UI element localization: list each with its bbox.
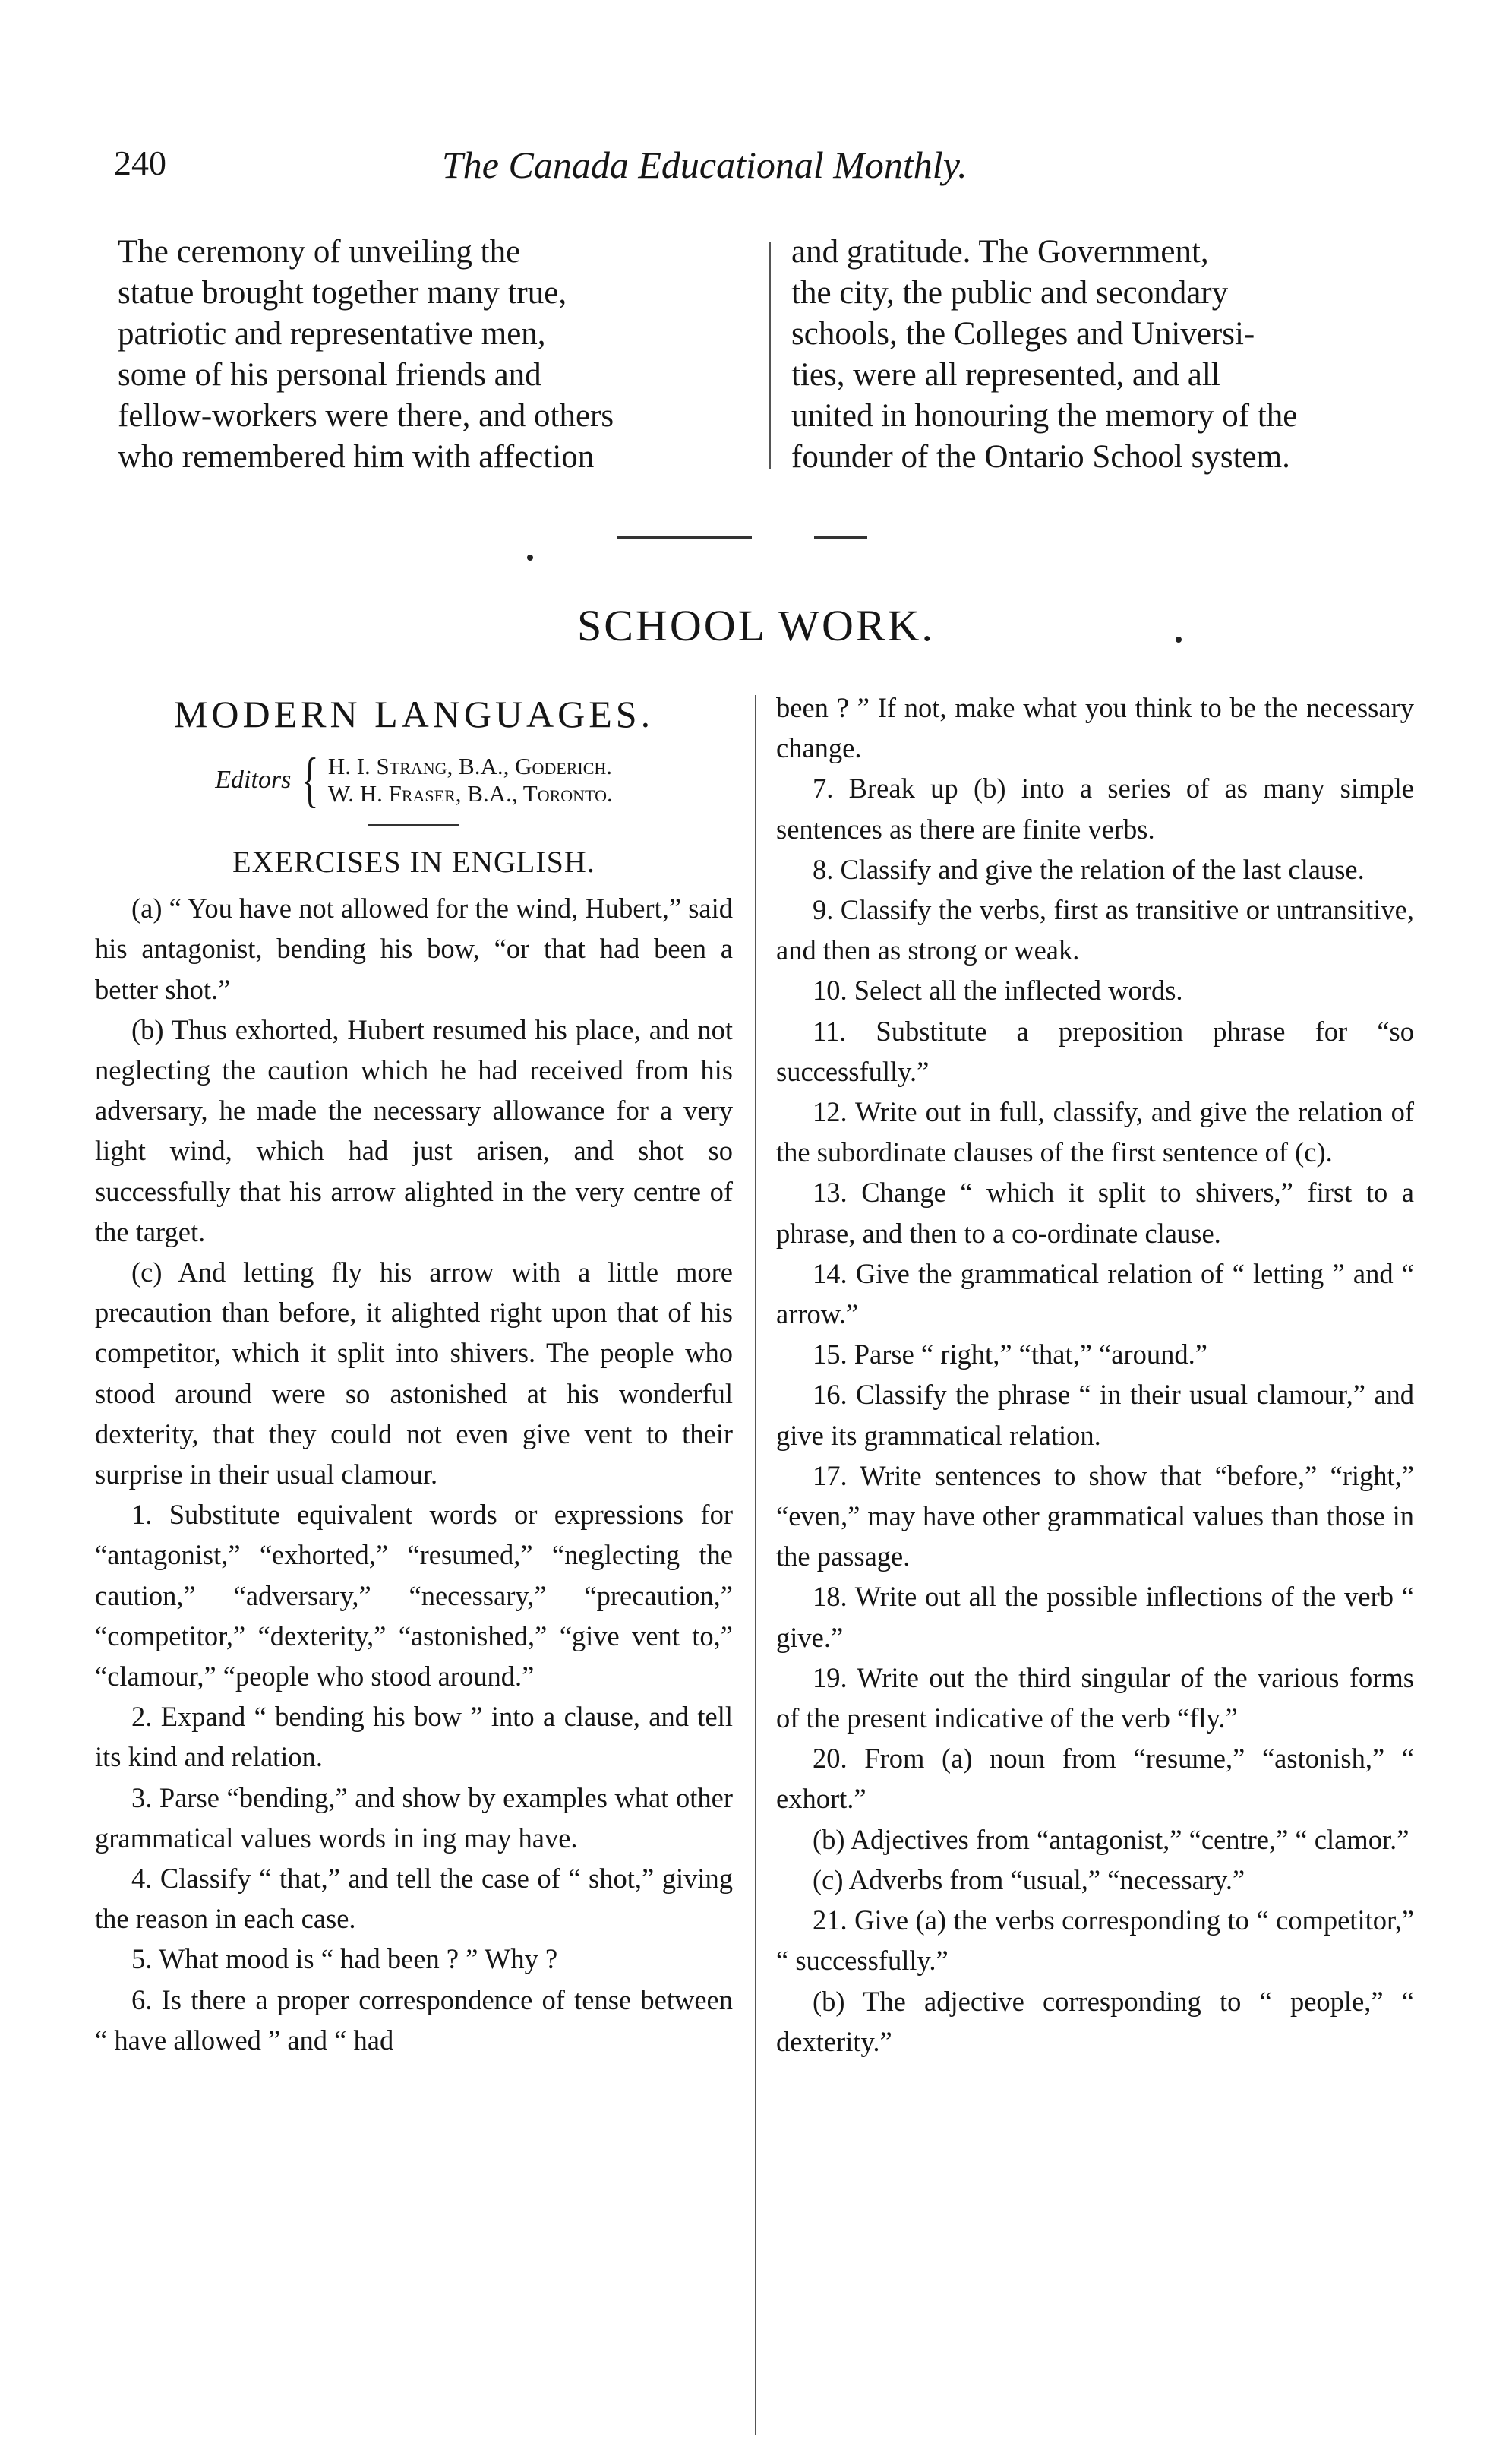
exercise-item: 11. Substitute a preposition phrase for “so successfully.” (776, 1015, 1414, 1087)
exercise-item: 9. Classify the verbs, first as transitive or untransitive, and then as strong or weak. (776, 894, 1414, 966)
editor-name: W. H. Fraser, B.A., Toronto. (327, 780, 613, 807)
intro-line: schools, the Colleges and Universi- (791, 316, 1255, 352)
intro-right-column (791, 232, 1414, 478)
exercise-item: 13. Change “ which it split to shivers,” first to a phrase, and then to a co-ordinate clause. (776, 1177, 1414, 1249)
intro-line: fellow-workers were there, and others (118, 398, 614, 434)
exercise-item: 3. Parse “bending,” and show by examples what other grammatical values words in ing may have. (95, 1781, 733, 1854)
intro-line: statue brought together many true, (118, 275, 567, 311)
section-divider (617, 536, 752, 539)
intro-line: The ceremony of unveiling the (118, 234, 521, 270)
exercise-item: been ? ” If not, make what you think to be the necessary change. (776, 692, 1414, 764)
editors-label: Editors (215, 766, 292, 795)
exercise-item: 6. Is there a proper correspondence of tense between “ have allowed ” and “ had (95, 1983, 733, 2056)
exercise-item: 21. Give (a) the verbs corresponding to “ competitor,” “ successfully.” (776, 1904, 1414, 1977)
exercise-item: 16. Classify the phrase “ in their usual clamour,” and give its grammatical relation. (776, 1379, 1414, 1451)
intro-line: patriotic and representative men, (118, 316, 546, 352)
passage-paragraph: (a) “ You have not allowed for the wind, Hubert,” said his antagonist, bending his bow, “or that had been a better shot.” (95, 893, 733, 1005)
editors-block (95, 747, 733, 814)
exercise-item: 7. Break up (b) into a series of as many simple sentences as there are finite verbs. (776, 773, 1414, 845)
intro-left-column (118, 232, 748, 478)
page-header (114, 143, 1101, 196)
exercise-item: (b) Adjectives from “antagonist,” “centre,” “ clamor.” (813, 1823, 1409, 1855)
printer-dot (527, 555, 533, 561)
intro-column-rule (769, 242, 771, 469)
intro-line: ties, were all represented, and all (791, 357, 1220, 393)
section-title: SCHOOL WORK. (576, 601, 936, 650)
exercise-item: 4. Classify “ that,” and tell the case of “ shot,” giving the reason in each case. (95, 1863, 733, 1935)
editors-names (328, 753, 613, 807)
passage-paragraph: (b) Thus exhorted, Hubert resumed his place, and not neglecting the caution which he had received from his adversary, he made the necessary allowance for a very light wind, which had just arisen, and shot so successfully that his arrow alighted in the very centre of the target. (95, 1013, 733, 1247)
exercise-item: (c) Adverbs from “usual,” “necessary.” (813, 1863, 1245, 1895)
exercise-item: (b) The adjective corresponding to “ people,” “ dexterity.” (776, 1985, 1414, 2057)
intro-line: who remembered him with affection (118, 439, 595, 475)
editor-name: H. I. Strang, B.A., Goderich. (327, 753, 613, 779)
intro-line: the city, the public and secondary (791, 275, 1229, 311)
exercises-heading: EXERCISES IN ENGLISH. (232, 845, 595, 879)
column-rule (755, 695, 756, 2435)
page-number: 240 (114, 144, 166, 182)
exercise-item: 2. Expand “ bending his bow ” into a clause, and tell its kind and relation. (95, 1701, 733, 1773)
exercise-item: 12. Write out in full, classify, and give the relation of the subordinate clauses of the first sentence of (c). (776, 1096, 1414, 1168)
intro-line: some of his personal friends and (118, 357, 541, 393)
short-rule (368, 824, 459, 826)
running-title: The Canada Educational Monthly. (442, 144, 967, 186)
left-column (95, 687, 733, 2060)
exercise-item: 1. Substitute equivalent words or expressions for “antagonist,” “exhorted,” “resumed,” “neglecting the caution,” “adversary,” “necessary,” “precaution,” “competitor,” “dexterity,” “astonished,” “give vent to,” “clamour,” “people who stood around.” (95, 1499, 733, 1692)
department-title: MODERN LANGUAGES. (173, 693, 655, 735)
exercise-item: 10. Select all the inflected words. (813, 975, 1183, 1007)
exercise-item: 8. Classify and give the relation of the last clause. (813, 853, 1365, 885)
exercise-item: 18. Write out all the possible inflections of the verb “ give.” (776, 1581, 1414, 1653)
intro-line: united in honouring the memory of the (791, 398, 1298, 434)
exercise-item: 20. From (a) noun from “resume,” “astonish,” “ exhort.” (776, 1743, 1414, 1815)
exercise-item: 5. What mood is “ had been ? ” Why ? (131, 1943, 558, 1975)
intro-line: and gratitude. The Government, (791, 234, 1209, 270)
exercise-item: 14. Give the grammatical relation of “ letting ” and “ arrow.” (776, 1257, 1414, 1330)
intro-line: founder of the Ontario School system. (791, 439, 1290, 475)
brace-glyph: { (301, 747, 320, 814)
exercise-item: 17. Write sentences to show that “before,” “right,” “even,” may have other grammatical values than those in the passage. (776, 1459, 1414, 1572)
exercise-item: 15. Parse “ right,” “that,” “around.” (813, 1338, 1207, 1370)
exercise-item: 19. Write out the third singular of the various forms of the present indicative of the verb “fly.” (776, 1661, 1414, 1734)
passage-paragraph: (c) And letting fly his arrow with a little more precaution than before, it alighted right upon that of his competitor, which it split into shivers. The people who stood around were so astonished at his wonderful dexterity, that they could not even give vent to their surprise in their usual clamour. (95, 1256, 733, 1490)
section-divider (814, 536, 867, 539)
right-column (776, 687, 1414, 2062)
printer-dot (1176, 637, 1182, 643)
